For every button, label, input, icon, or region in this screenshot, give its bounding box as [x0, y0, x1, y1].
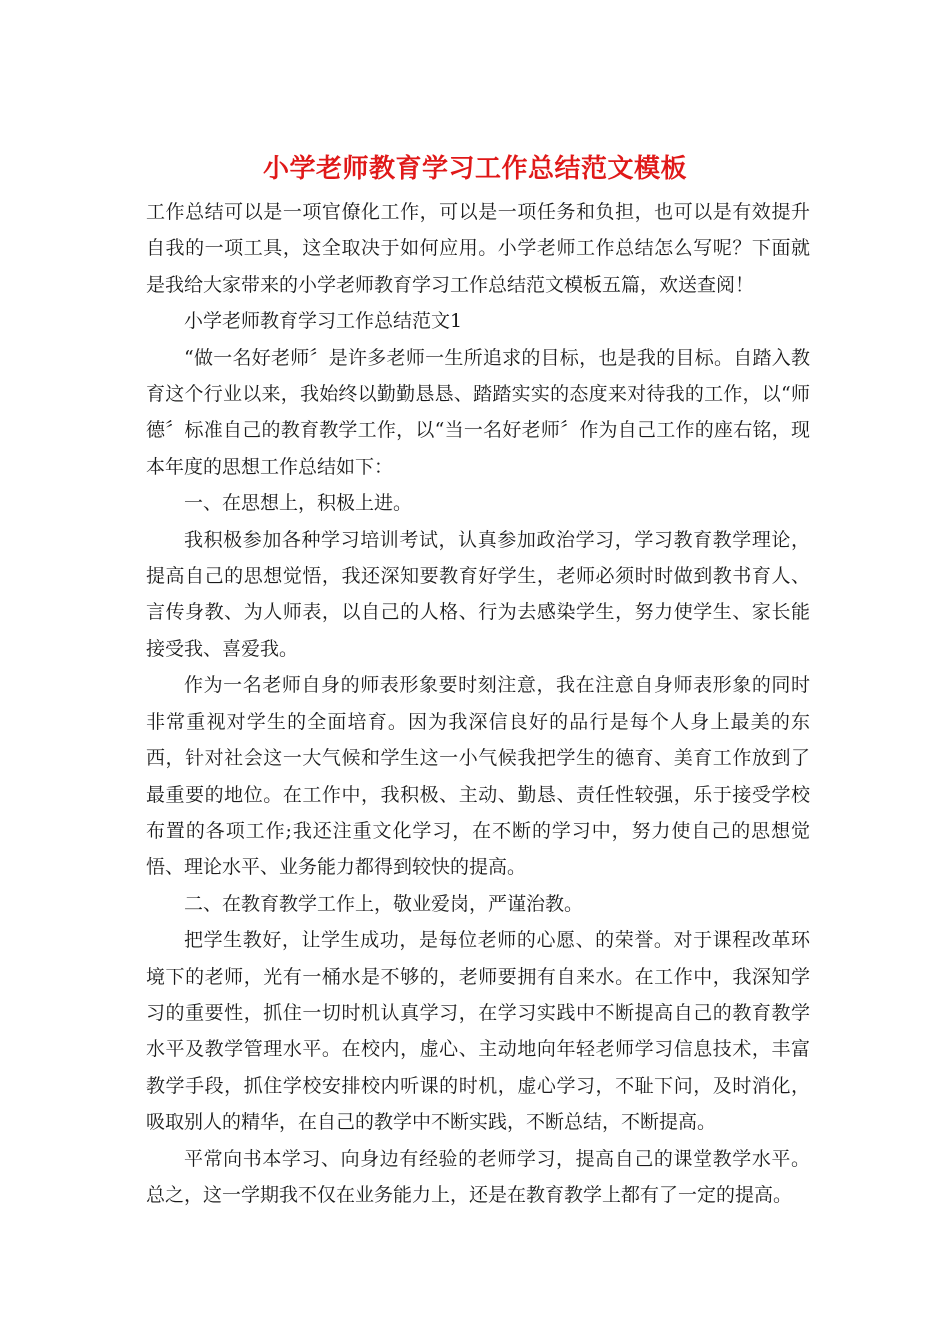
intro-paragraph: 工作总结可以是一项官僚化工作，可以是一项任务和负担，也可以是有效提升自我的一项工具，这全取决于如何应用。小学老师工作总结怎么写呢？下面就是我给大家带来的小学老师教育学习工作总结范文模板五篇，欢送查阅！ — [146, 201, 810, 296]
subheading-thought: 一、在思想上，积极上进。 — [184, 492, 413, 515]
document-body — [146, 194, 810, 1213]
body-paragraph: “做一名好老师〞是许多老师一生所追求的目标，也是我的目标。自踏入教育这个行业以来，我始终以勤勤恳恳、踏踏实实的态度来对待我的工作，以“师德〞标准自己的教育教学工作，以“当一名好老师〞作为自己工作的座右铭，现本年度的思想工作总结如下： — [146, 346, 810, 478]
body-paragraph: 作为一名老师自身的师表形象要时刻注意，我在注意自身师表形象的同时非常重视对学生的全面培育。因为我深信良好的品行是每个人身上最美的东西，针对社会这一大气候和学生这一小气候我把学生的德育、美育工作放到了最重要的地位。在工作中，我积极、主动、勤恳、责任性较强，乐于接受学校布置的各项工作;我还注重文化学习，在不断的学习中，努力使自己的思想觉悟、理论水平、业务能力都得到较快的提高。 — [146, 674, 810, 879]
subheading-teaching: 二、在教育教学工作上，敬业爱岗，严谨治教。 — [184, 892, 584, 915]
body-paragraph: 平常向书本学习、向身边有经验的老师学习，提高自己的课堂教学水平。总之，这一学期我不仅在业务能力上，还是在教育教学上都有了一定的提高。 — [146, 1147, 810, 1206]
section-heading-1: 小学老师教育学习工作总结范文1 — [184, 310, 463, 333]
body-paragraph: 我积极参加各种学习培训考试，认真参加政治学习，学习教育教学理论，提高自己的思想觉悟，我还深知要教育好学生，老师必须时时做到教书育人、言传身教、为人师表，以自己的人格、行为去感染学生，努力使学生、家长能接受我、喜爱我。 — [146, 528, 810, 660]
document-title: 小学老师教育学习工作总结范文模板 — [262, 154, 687, 184]
body-paragraph: 把学生教好，让学生成功，是每位老师的心愿、的荣誉。对于课程改革环境下的老师，光有一桶水是不够的，老师要拥有自来水。在工作中，我深知学习的重要性，抓住一切时机认真学习，在学习实践中不断提高自己的教育教学水平及教学管理水平。在校内，虚心、主动地向年轻老师学习信息技术，丰富教学手段，抓住学校安排校内听课的时机，虚心学习，不耻下问，及时消化，吸取别人的精华，在自己的教学中不断实践，不断总结，不断提高。 — [146, 929, 810, 1134]
